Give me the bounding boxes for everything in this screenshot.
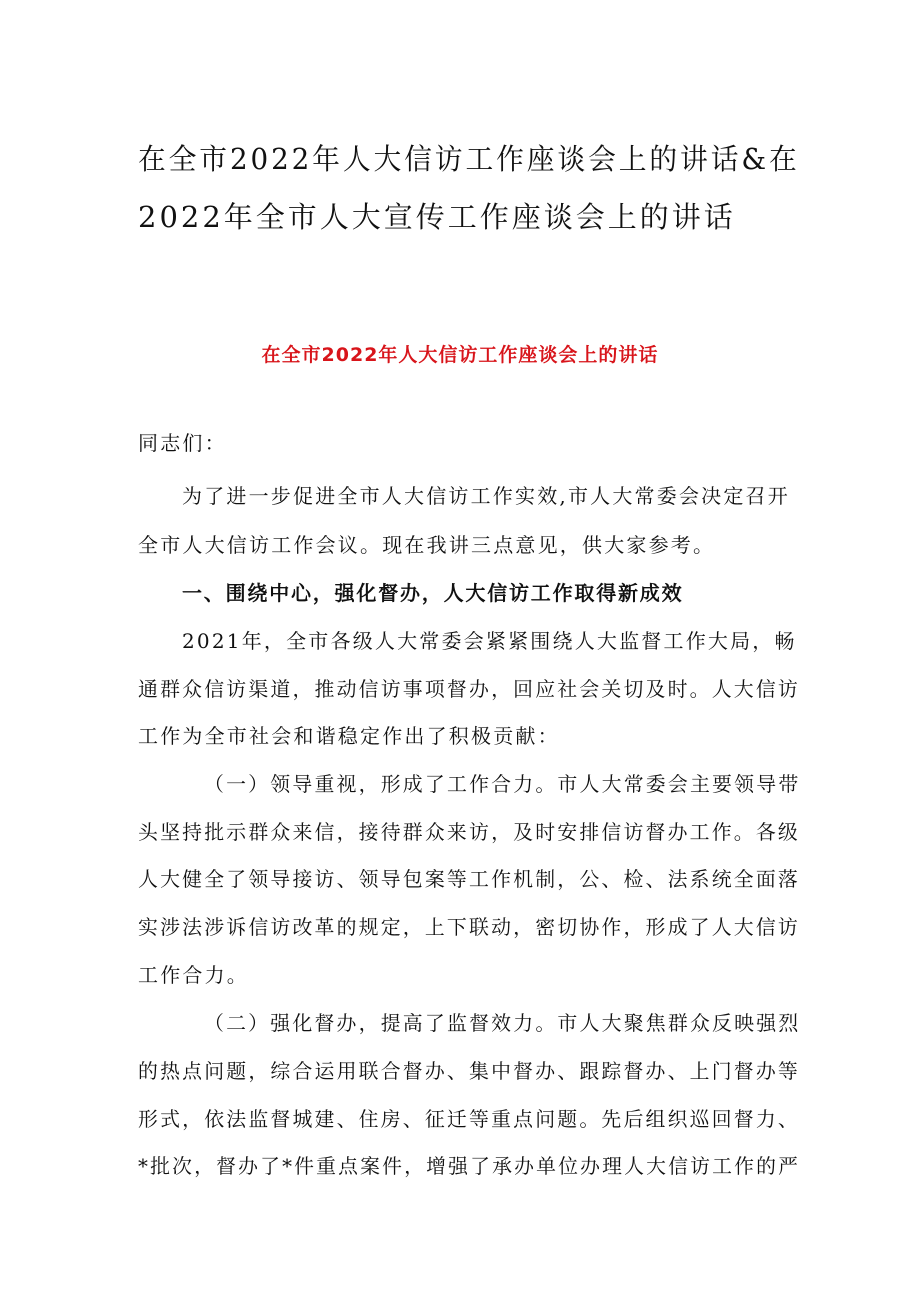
paragraph-line: 工作为全市社会和谐稳定作出了积极贡献： bbox=[138, 724, 560, 748]
point-1-line: 头坚持批示群众来信，接待群众来访，及时安排信访督办工作。各级 bbox=[138, 820, 801, 844]
point-1-line: 工作合力。 bbox=[138, 963, 249, 987]
intro-line-2: 全市人大信访工作会议。现在我讲三点意见，供大家参考。 bbox=[138, 533, 716, 557]
point-2-line: *批次，督办了*件重点案件，增强了承办单位办理人大信访工作的严 bbox=[138, 1154, 801, 1178]
document-title-line-2: 2022年全市人大宣传工作座谈会上的讲话 bbox=[138, 200, 736, 234]
paragraph-line: 通群众信访渠道，推动信访事项督办，回应社会关切及时。人大信访 bbox=[138, 677, 801, 701]
intro-line-1: 为了进一步促进全市人大信访工作实效,市人大常委会决定召开 bbox=[182, 484, 790, 508]
point-2-line: 形式，依法监督城建、住房、征迁等重点问题。先后组织巡回督力、 bbox=[138, 1107, 801, 1131]
point-2-line: 的热点问题，综合运用联合督办、集中督办、跟踪督办、上门督办等 bbox=[138, 1059, 801, 1083]
paragraph-line: 2021年，全市各级人大常委会紧紧围绕人大监督工作大局，畅 bbox=[182, 629, 797, 653]
point-1-line: 人大健全了领导接访、领导包案等工作机制，公、检、法系统全面落 bbox=[138, 867, 801, 891]
point-1-line: （一）领导重视，形成了工作合力。市人大常委会主要领导带 bbox=[204, 772, 801, 796]
document-title-line-1: 在全市2022年人大信访工作座谈会上的讲话&在 bbox=[138, 142, 800, 176]
point-2-line: （二）强化督办，提高了监督效力。市人大聚焦群众反映强烈 bbox=[204, 1011, 801, 1035]
point-1-line: 实涉法涉诉信访改革的规定，上下联动，密切协作，形成了人大信访 bbox=[138, 915, 801, 939]
section-heading-1: 一、围绕中心，强化督办，人大信访工作取得新成效 bbox=[182, 581, 684, 605]
salutation: 同志们： bbox=[138, 431, 227, 455]
section-title: 在全市2022年人大信访工作座谈会上的讲话 bbox=[261, 344, 659, 366]
